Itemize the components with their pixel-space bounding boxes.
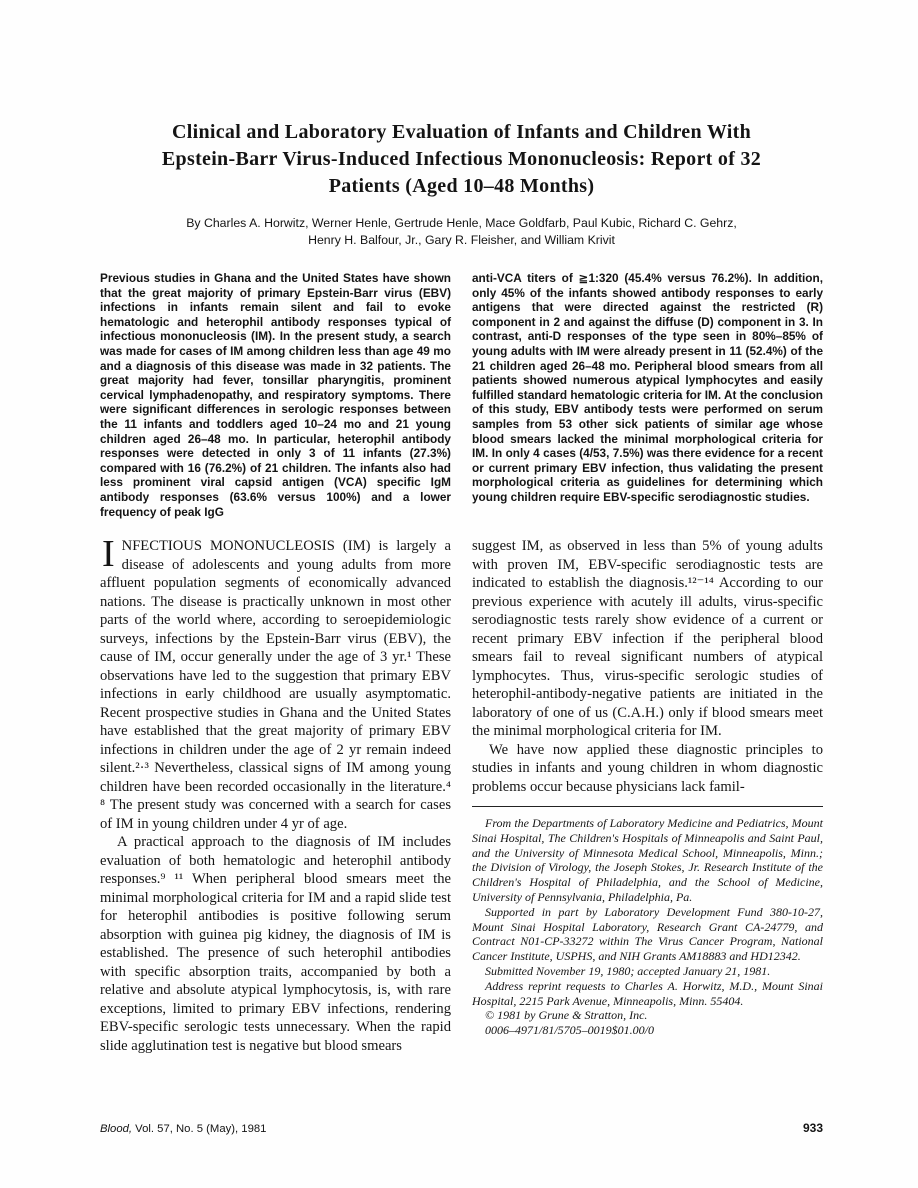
page-content [0, 119, 918, 1055]
body-paragraph-applied-principles: We have now applied these diagnostic principles to studies in infants and young children in whom diagnostic problems occur because physicians lack famil- [472, 741, 823, 795]
footnote-reprints: Address reprint requests to Charles A. Horwitz, M.D., Mount Sinai Hospital, 2215 Park Avenue, Minneapolis, Minn. 55404. [472, 978, 823, 1008]
abstract-column-right: anti-VCA titers of ≧1:320 (45.4% versus 76.2%). In addition, only 45% of the infants showed antibody responses to early antigens that were directed against the restricted (R) component in 2 and against the diffuse (D) component in 3. In contrast, anti-D responses of the type seen in 80%–85% of young adults with IM were already present in 11 (52.4%) of the 21 children aged 26–48 mo. Peripheral blood smears from all patients showed numerous atypical lymphocytes and easily fulfilled standard hematologic criteria for IM. At the conclusion of this study, EBV antibody tests were performed on serum samples from 53 other sick patients of similar age whose blood smears lacked the minimal morphological criteria for IM. In only 4 cases (4/53, 7.5%) was there evidence for a recent or current primary EBV infection, thus validating the present morphological criteria as guidelines for determining which young children require EBV-specific serodiagnostic studies. [472, 271, 823, 504]
abstract-column-left: Previous studies in Ghana and the United States have shown that the great majority of primary Epstein-Barr virus (EBV) infections in infants remain silent and fail to evoke hematologic and heterophil antibody responses typical of infectious mononucleosis (IM). In the present study, a search was made for cases of IM among children less than age 49 mo and a diagnosis of this disease was made in 32 patients. The great majority had fever, tonsillar pharyngitis, prominent cervical lymphadenopathy, and respiratory symptoms. There were significant differences in serologic responses between the 11 infants and toddlers aged 10–24 mo and 21 young children aged 26–48 mo. In particular, heterophil antibody responses were detected in only 3 of 11 infants (27.3%) compared with 16 (76.2%) of 21 children. The infants also had less prominent viral capsid antigen (VCA) specific IgM antibody responses (63.6% versus 100%) and a lower frequency of peak IgG [100, 271, 451, 519]
article-body [100, 533, 823, 1055]
body-paragraph-intro [100, 533, 451, 833]
byline-line-2: Henry H. Balfour, Jr., Gary R. Fleisher, and William Krivit [308, 233, 615, 247]
footnote-divider [472, 806, 823, 807]
footnote-affiliations: From the Departments of Laboratory Medicine and Pediatrics, Mount Sinai Hospital, The Children's Hospitals of Minneapolis and Saint Paul, and the University of Minnesota Medical School, Minneapolis, Minn.; the Division of Virology, the Joseph Stokes, Jr. Research Institute of the Children's Hospital of Philadelphia, and the School of Medicine, University of Pennsylvania, Philadelphia, Pa. [472, 816, 823, 905]
article-title-line-3: Patients (Aged 10–48 Months) [328, 175, 595, 197]
body-column-left [100, 533, 451, 1055]
footnote-support: Supported in part by Laboratory Development Fund 380-10-27, Mount Sinai Hospital Laboratory, Research Grant CA-24779, and Contract N01-CP-33272 within The Virus Cancer Program, National Cancer Institute, USPHS, and NIH Grants AM18883 and HD12342. [472, 904, 823, 964]
article-title-line-1: Clinical and Laboratory Evaluation of Infants and Children With [171, 121, 752, 143]
footnote-copyright: © 1981 by Grune & Stratton, Inc. [485, 1008, 648, 1023]
body-column-right [472, 537, 823, 1055]
abstract [100, 271, 823, 519]
page-number: 933 [802, 1121, 823, 1135]
journal-citation-rest: Vol. 57, No. 5 (May), 1981 [132, 1123, 267, 1135]
journal-name: Blood, [100, 1123, 133, 1135]
body-paragraph-continuation: suggest IM, as observed in less than 5% of young adults with proven IM, EBV-specific serodiagnostic tests are indicated to establish the diagnosis.¹²⁻¹⁴ According to our previous experience with acutely ill adults, virus-specific serodiagnostic tests rarely show evidence of a current or recent primary EBV infection if the peripheral blood smears fail to reveal significant numbers of atypical lymphocytes. Thus, virus-specific serologic studies of heterophil-antibody-negative patients are initiated in the laboratory of one of us (C.A.H.) only if blood smears meet the minimal morphological criteria for IM. [472, 538, 823, 740]
body-paragraph-intro-text: NFECTIOUS MONONUCLEOSIS (IM) is largely a disease of adolescents and young adults from more affluent population segments of economically advanced nations. The disease is practically unknown in most other parts of the world where, according to seroepidemiologic surveys, infections by the Epstein-Barr virus (EBV), the cause of IM, occur generally under the age of 3 yr.¹ These observations have led to the suggestion that primary EBV infections in early childhood are usually asymptomatic. Recent prospective studies in Ghana and the United States have established that the great majority of primary EBV infections in children under the age of 2 yr remain indeed silent.²·³ Nevertheless, classical signs of IM among young children have been recorded occasionally in the literature.⁴ ⁸ The present study was concerned with a search for cases of IM in young children under 4 yr of age. [100, 538, 451, 832]
footnote-submitted: Submitted November 19, 1980; accepted January 21, 1981. [485, 964, 771, 979]
article-title-line-2: Epstein-Barr Virus-Induced Infectious Mononucleosis: Report of 32 [161, 148, 762, 170]
page-footer [100, 1121, 823, 1135]
article-title [100, 119, 823, 200]
byline [100, 215, 823, 249]
dropcap-initial: I [102, 533, 115, 576]
body-paragraph-practical-approach: A practical approach to the diagnosis of IM includes evaluation of both hematologic and heterophil antibody responses.⁹ ¹¹ When peripheral blood smears meet the minimal morphological criteria for IM and a rapid slide test for heterophil antibodies is positive following serum absorption with guinea pig kidney, the diagnosis of IM is established. The presence of such heterophil antibodies with specific absorption traits, accompanied by both a relative and absolute atypical lymphocytosis, is, with rare exceptions, limited to primary EBV infections, rendering EBV-specific serologic tests unnecessary. When the rapid slide agglutination test is negative but blood smears [100, 834, 451, 1054]
author-footnote [472, 816, 823, 1038]
journal-citation [100, 1123, 266, 1135]
byline-line-1: By Charles A. Horwitz, Werner Henle, Gertrude Henle, Mace Goldfarb, Paul Kubic, Richard C. Gehrz, [186, 216, 737, 230]
footnote-issn-code: 0006–4971/81/5705–0019$01.00/0 [485, 1023, 655, 1038]
